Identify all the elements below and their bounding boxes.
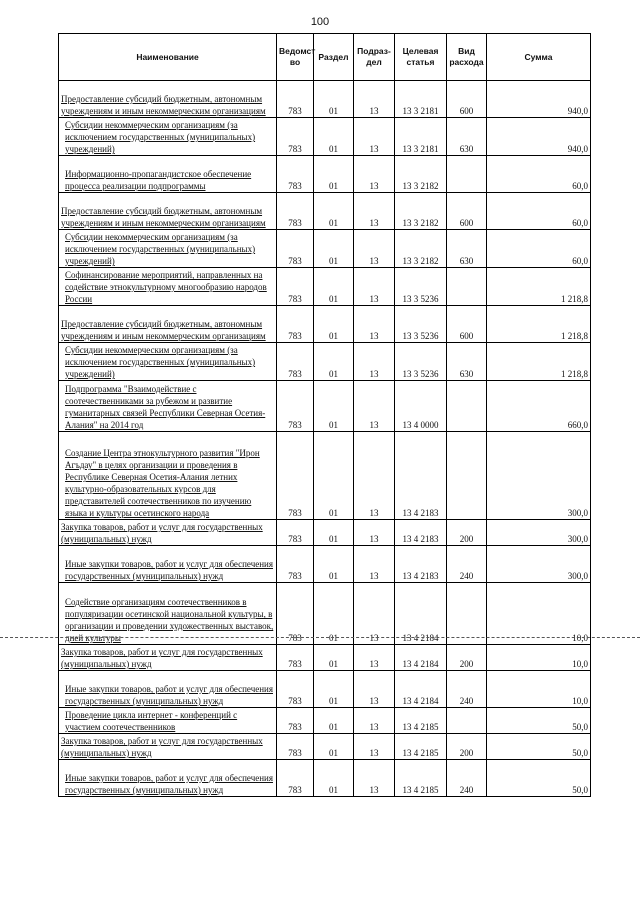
row-dept-cell: 783 [277,343,314,381]
row-section-cell: 01 [314,268,354,306]
row-name-cell [59,708,277,734]
row-subsection-cell: 13 [354,306,395,343]
header-subsection: Подраз- дел [354,34,395,81]
header-dept: Ведомст во [277,34,314,81]
row-target-cell: 13 3 2181 [395,118,447,156]
row-subsection-cell: 13 [354,381,395,432]
table-row [59,343,591,381]
row-sum-cell: 660,0 [487,381,591,432]
row-subsection-cell: 13 [354,156,395,193]
row-subsection-cell: 13 [354,230,395,268]
row-name-cell [59,343,277,381]
row-name-text: Субсидии некоммерческим организациям (за исключением государственных (муниципальных) учреждений) [65,345,256,379]
table-body [59,81,591,797]
table-row [59,268,591,306]
row-expense-cell: 600 [447,306,487,343]
row-dept-cell: 783 [277,306,314,343]
row-section-cell: 01 [314,645,354,671]
row-subsection-cell: 13 [354,583,395,645]
table-row [59,230,591,268]
row-target-cell: 13 4 2184 [395,583,447,645]
row-dept-cell: 783 [277,708,314,734]
row-name-cell [59,268,277,306]
row-dept-cell: 783 [277,193,314,230]
budget-table-sheet [58,33,590,797]
row-name-cell [59,671,277,708]
table-row [59,193,591,230]
row-sum-cell: 50,0 [487,760,591,797]
row-section-cell: 01 [314,156,354,193]
row-section-cell: 01 [314,708,354,734]
row-expense-cell [447,708,487,734]
table-row [59,734,591,760]
row-sum-cell: 10,0 [487,583,591,645]
row-expense-cell: 240 [447,546,487,583]
row-section-cell: 01 [314,671,354,708]
table-row [59,546,591,583]
row-name-text: Субсидии некоммерческим организациям (за исключением государственных (муниципальных) учреждений) [65,120,256,154]
row-dept-cell: 783 [277,520,314,546]
row-section-cell: 01 [314,81,354,118]
row-section-cell: 01 [314,520,354,546]
row-section-cell: 01 [314,583,354,645]
row-dept-cell: 783 [277,546,314,583]
row-name-text: Иные закупки товаров, работ и услуг для обеспечения государственных (муниципальных) нужд [65,773,273,795]
row-sum-cell: 1 218,8 [487,306,591,343]
row-name-cell [59,760,277,797]
table-row [59,708,591,734]
row-subsection-cell: 13 [354,760,395,797]
row-sum-cell: 940,0 [487,81,591,118]
row-name-text: Предоставление субсидий бюджетным, автономным учреждениям и иным некоммерческим организациям [61,206,266,228]
row-sum-cell: 940,0 [487,118,591,156]
row-name-cell [59,81,277,118]
row-target-cell: 13 4 2183 [395,546,447,583]
row-sum-cell: 300,0 [487,432,591,520]
table-header-row [59,34,591,81]
row-name-cell [59,118,277,156]
table-row [59,520,591,546]
row-expense-cell: 240 [447,671,487,708]
row-dept-cell: 783 [277,583,314,645]
row-subsection-cell: 13 [354,734,395,760]
row-name-cell [59,193,277,230]
row-expense-cell [447,156,487,193]
row-name-cell [59,230,277,268]
row-subsection-cell: 13 [354,671,395,708]
row-sum-cell: 10,0 [487,671,591,708]
page-number: 100 [310,16,330,28]
row-name-cell [59,432,277,520]
row-sum-cell: 300,0 [487,520,591,546]
row-name-text: Подпрограмма "Взаимодействие с соотечественниками за рубежом и развитие гуманитарных связей Республики Северная Осетия-Алания" на 2014 год [65,384,266,430]
row-name-text: Предоставление субсидий бюджетным, автономным учреждениям и иным некоммерческим организациям [61,94,266,116]
row-section-cell: 01 [314,546,354,583]
row-sum-cell: 1 218,8 [487,343,591,381]
row-name-text: Закупка товаров, работ и услуг для государственных (муниципальных) нужд [61,647,263,669]
table-row [59,645,591,671]
row-subsection-cell: 13 [354,81,395,118]
row-section-cell: 01 [314,432,354,520]
header-target: Целевая статья [395,34,447,81]
row-section-cell: 01 [314,118,354,156]
table-row [59,432,591,520]
row-subsection-cell: 13 [354,193,395,230]
row-section-cell: 01 [314,760,354,797]
row-subsection-cell: 13 [354,645,395,671]
row-dept-cell: 783 [277,230,314,268]
row-target-cell: 13 4 2183 [395,520,447,546]
header-expense: Вид расхода [447,34,487,81]
row-name-text: Содействие организациям соотечественников в популяризации осетинской национальной культуры, в организации и проведении художественных выставок, дней культуры [65,597,274,643]
row-expense-cell [447,432,487,520]
row-dept-cell: 783 [277,81,314,118]
row-expense-cell: 200 [447,645,487,671]
row-sum-cell: 1 218,8 [487,268,591,306]
row-target-cell: 13 4 0000 [395,381,447,432]
row-name-cell [59,583,277,645]
row-name-cell [59,734,277,760]
row-expense-cell: 630 [447,343,487,381]
row-section-cell: 01 [314,230,354,268]
row-expense-cell [447,381,487,432]
row-name-text: Создание Центра этнокультурного развития "Ирон Агъдау" в целях организации и проведения в Республике Северная Осетия-Алания летних культурно-образовательных курсов для представителей соотечественников по изучению языка и культуры осетинского народа [65,448,260,518]
row-dept-cell: 783 [277,268,314,306]
row-dept-cell: 783 [277,156,314,193]
row-sum-cell: 50,0 [487,708,591,734]
row-subsection-cell: 13 [354,268,395,306]
row-section-cell: 01 [314,306,354,343]
row-name-cell [59,645,277,671]
table-row [59,381,591,432]
row-sum-cell: 10,0 [487,645,591,671]
row-target-cell: 13 4 2185 [395,708,447,734]
row-expense-cell: 600 [447,81,487,118]
row-name-text: Предоставление субсидий бюджетным, автономным учреждениям и иным некоммерческим организациям [61,319,266,341]
row-name-text: Субсидии некоммерческим организациям (за исключением государственных (муниципальных) учреждений) [65,232,256,266]
row-dept-cell: 783 [277,760,314,797]
row-name-cell [59,306,277,343]
row-expense-cell: 200 [447,520,487,546]
row-sum-cell: 50,0 [487,734,591,760]
row-dept-cell: 783 [277,118,314,156]
row-expense-cell: 240 [447,760,487,797]
row-target-cell: 13 3 2182 [395,193,447,230]
row-subsection-cell: 13 [354,118,395,156]
header-section: Раздел [314,34,354,81]
table-row [59,583,591,645]
row-name-cell [59,546,277,583]
row-section-cell: 01 [314,734,354,760]
row-name-text: Закупка товаров, работ и услуг для государственных (муниципальных) нужд [61,522,263,544]
row-subsection-cell: 13 [354,343,395,381]
row-target-cell: 13 3 2182 [395,230,447,268]
row-dept-cell: 783 [277,734,314,760]
row-sum-cell: 60,0 [487,193,591,230]
row-expense-cell: 200 [447,734,487,760]
row-subsection-cell: 13 [354,432,395,520]
header-name: Наименование [59,34,277,81]
budget-table [58,33,591,797]
row-name-cell [59,156,277,193]
row-name-cell [59,520,277,546]
row-target-cell: 13 4 2184 [395,645,447,671]
row-name-text: Проведение цикла интернет - конференций с участием соотечественников [65,710,238,732]
row-target-cell: 13 3 2182 [395,156,447,193]
page-divider-line [0,637,640,638]
row-expense-cell [447,268,487,306]
row-dept-cell: 783 [277,645,314,671]
row-dept-cell: 783 [277,381,314,432]
row-section-cell: 01 [314,343,354,381]
row-name-text: Информационно-пропагандистское обеспечение процесса реализации подпрограммы [65,169,252,191]
row-target-cell: 13 3 2181 [395,81,447,118]
table-row [59,156,591,193]
row-subsection-cell: 13 [354,708,395,734]
row-dept-cell: 783 [277,671,314,708]
table-row [59,306,591,343]
row-sum-cell: 60,0 [487,230,591,268]
row-sum-cell: 300,0 [487,546,591,583]
row-name-text: Иные закупки товаров, работ и услуг для обеспечения государственных (муниципальных) нужд [65,684,273,706]
row-name-text: Закупка товаров, работ и услуг для государственных (муниципальных) нужд [61,736,263,758]
row-name-text: Софинансирование мероприятий, направленных на содействие этнокультурному многообразию народов России [65,270,267,304]
row-subsection-cell: 13 [354,546,395,583]
row-section-cell: 01 [314,381,354,432]
row-name-text: Иные закупки товаров, работ и услуг для обеспечения государственных (муниципальных) нужд [65,559,273,581]
row-sum-cell: 60,0 [487,156,591,193]
row-section-cell: 01 [314,193,354,230]
row-name-cell [59,381,277,432]
header-sum: Сумма [487,34,591,81]
table-row [59,118,591,156]
row-target-cell: 13 3 5236 [395,343,447,381]
row-target-cell: 13 4 2185 [395,734,447,760]
row-target-cell: 13 4 2183 [395,432,447,520]
row-target-cell: 13 3 5236 [395,268,447,306]
row-target-cell: 13 3 5236 [395,306,447,343]
row-expense-cell: 630 [447,118,487,156]
row-target-cell: 13 4 2184 [395,671,447,708]
row-dept-cell: 783 [277,432,314,520]
row-expense-cell: 600 [447,193,487,230]
row-subsection-cell: 13 [354,520,395,546]
row-expense-cell [447,583,487,645]
row-expense-cell: 630 [447,230,487,268]
table-row [59,81,591,118]
table-row [59,671,591,708]
row-target-cell: 13 4 2185 [395,760,447,797]
table-row [59,760,591,797]
